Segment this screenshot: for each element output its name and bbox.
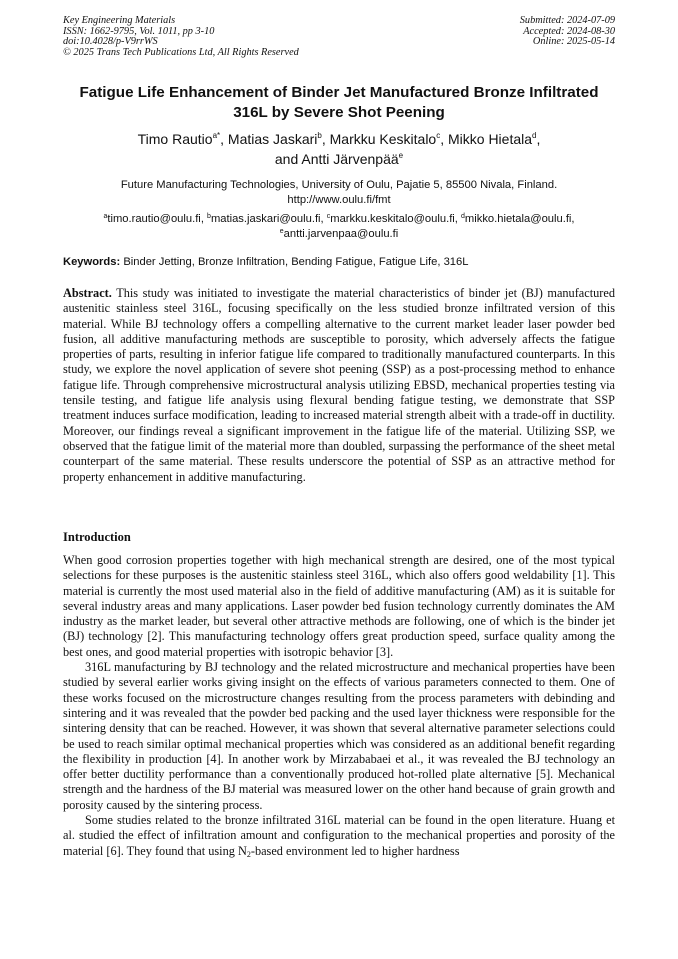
intro-text: -based environment led to higher hardness	[250, 843, 460, 858]
intro-text: Some studies related to the bronze infiltrated 316L material can be found in the open literature. Huang et al. studied the effect of infiltration amount and configuration to the mechanical properties and porosity of the material [6]. They found that using N	[63, 813, 615, 858]
affiliation-url[interactable]: http://www.oulu.fi/fmt	[287, 194, 391, 206]
submission-dates	[520, 16, 615, 48]
keywords	[63, 255, 615, 269]
title-line-2: 316L by Severe Shot Peening	[233, 104, 445, 121]
intro-paragraph	[63, 813, 615, 859]
author-sup: a*	[212, 131, 221, 140]
email-link[interactable]: timo.rautio@oulu.fi	[107, 213, 201, 225]
email-link[interactable]: antti.jarvenpaa@oulu.fi	[283, 227, 399, 240]
email-link[interactable]: matias.jaskari@oulu.fi	[210, 213, 321, 225]
email-sup: a	[103, 213, 108, 220]
email-link[interactable]: mikko.hietala@oulu.fi	[464, 213, 572, 225]
introduction-body	[63, 553, 615, 859]
author-list: Timo Rautio$^{a*}$, Matias Jaskari$^b$, Markku Keskitalo$^c$, Mikko Hietala$^d$, and Antti Järvenpää$^e$	[137, 131, 541, 167]
paper-title	[50, 83, 628, 123]
copyright: © 2025 Trans Tech Publications Ltd, All Rights Reserved	[63, 46, 299, 58]
section-heading-introduction: Introduction	[63, 530, 131, 544]
email-sup: b	[207, 213, 211, 220]
doi: doi:10.4028/p-V9rrWS	[63, 36, 158, 48]
author-sup: d	[532, 131, 537, 140]
email-sup: e	[279, 227, 284, 235]
abstract-label: Abstract.	[63, 286, 112, 300]
author-sup: e	[398, 151, 404, 160]
author-name: Timo Rautio	[137, 131, 213, 147]
email-link[interactable]: markku.keskitalo@oulu.fi	[330, 213, 455, 225]
author-sup: c	[436, 131, 441, 140]
abstract-text: This study was initiated to investigate the material characteristics of binder jet (BJ) manufactured austenitic stainless steel 316L, focusing specifically on the less studied bronze infiltrated version of this material. While BJ technology offers a compelling alternative to the current market leader laser powder bed fusion, all additive manufacturing methods are susceptible to porosity, which adversely affects the fatigue properties of parts, resulting in inferior fatigue life compared to traditionally manufactured counterparts. In this study, we explore the novel application of severe shot peening (SSP) as a post-processing method to enhance fatigue life. Through comprehensive microstructural analysis utilizing EBSD, mechanical properties testing via tensile testing, and fatigue life analysis using flexural bending fatigue testing, we demonstrate that SSP treatment induces surface modification, leading to increased material strength albeit with a trade-off in ductility. Moreover, our findings reveal a significant improvement in the fatigue life of the material. Utilizing SSP, we observed that the fatigue limit of the material more than doubled, surpassing the performance of the sheet metal counterpart of the same material. These results underscore the potential of SSP as an attractive method for property enhancement in additive manufacturing.	[63, 286, 615, 484]
subscript: 2	[246, 849, 251, 859]
email-list: $^a$timo.rautio@oulu.fi, $^b$matias.jaskari@oulu.fi, $^c$markku.keskitalo@oulu.fi, $^d$mikko.hietala@oulu.fi, $^e$antti.jarvenpaa@oulu.fi	[103, 213, 575, 240]
affiliation-text: Future Manufacturing Technologies, University of Oulu, Pajatie 5, 85500 Nivala, Finland.	[120, 179, 558, 191]
affiliation	[50, 178, 628, 208]
journal-info	[63, 16, 299, 58]
intro-paragraph: When good corrosion properties together with high mechanical strength are desired, one of the most typical selections for these purposes is the austenitic stainless steel 316L, which also offers good weldability [1]. This material is currently the most used material also in the field of additive manufacturing (AM) as it is suitable for several industry areas and many applications. Laser powder bed fusion technology currently dominates the AM industry as the market leader, but several other attractive methods are following, one of which is the binder jet (BJ) technology [2]. This manufacturing technology offers great production speed, surface quality among the best ones, and good material properties with isotropic behavior [3].	[63, 553, 615, 659]
title-line-1: Fatigue Life Enhancement of Binder Jet Manufactured Bronze Infiltrated	[79, 84, 599, 101]
email-sup: d	[461, 213, 465, 220]
keywords-label: Keywords:	[63, 256, 121, 268]
issn: ISSN: 1662-9795, Vol. 1011, pp 3-10	[63, 25, 215, 37]
submitted-date: Submitted: 2024-07-09	[519, 15, 615, 26]
accepted-date: Accepted: 2024-08-30	[523, 25, 615, 37]
journal-name: Key Engineering Materials	[63, 15, 176, 26]
author-sup: b	[317, 131, 322, 140]
abstract	[63, 286, 615, 485]
email-sup: c	[326, 213, 331, 220]
author-name: Matias Jaskari	[227, 131, 318, 147]
keywords-text: Binder Jetting, Bronze Infiltration, Bending Fatigue, Fatigue Life, 316L	[123, 256, 469, 268]
author-name: Mikko Hietala	[448, 131, 533, 147]
online-date: Online: 2025-05-14	[532, 36, 615, 48]
author-name: Markku Keskitalo	[329, 131, 437, 147]
intro-paragraph: 316L manufacturing by BJ technology and the related microstructure and mechanical properties have been studied by several earlier works giving insight on the effects of various parameters connected to them. One of these works focused on the microstructure changes resulting from the process parameters with debinding and sintering and it was revealed that the powder bed packing and the used layer thickness were responsible for the sintering density that can be reached. However, it was shown that several alternative parameter selections could be used to reach similar optimal mechanical properties which was considered as an additional benefit regarding the flexibility in production [4]. In another work by Mirzababaei et al., it was revealed the BJ technology an offer better ductility performance than a conventionally produced hot-rolled plate alternative [5]. Mechanical strength and the hardness of the BJ material was measured lower on the other hand because of grain growth and porosity caused by the sintering process.	[63, 660, 615, 812]
author-name: Antti Järvenpää	[301, 151, 399, 167]
